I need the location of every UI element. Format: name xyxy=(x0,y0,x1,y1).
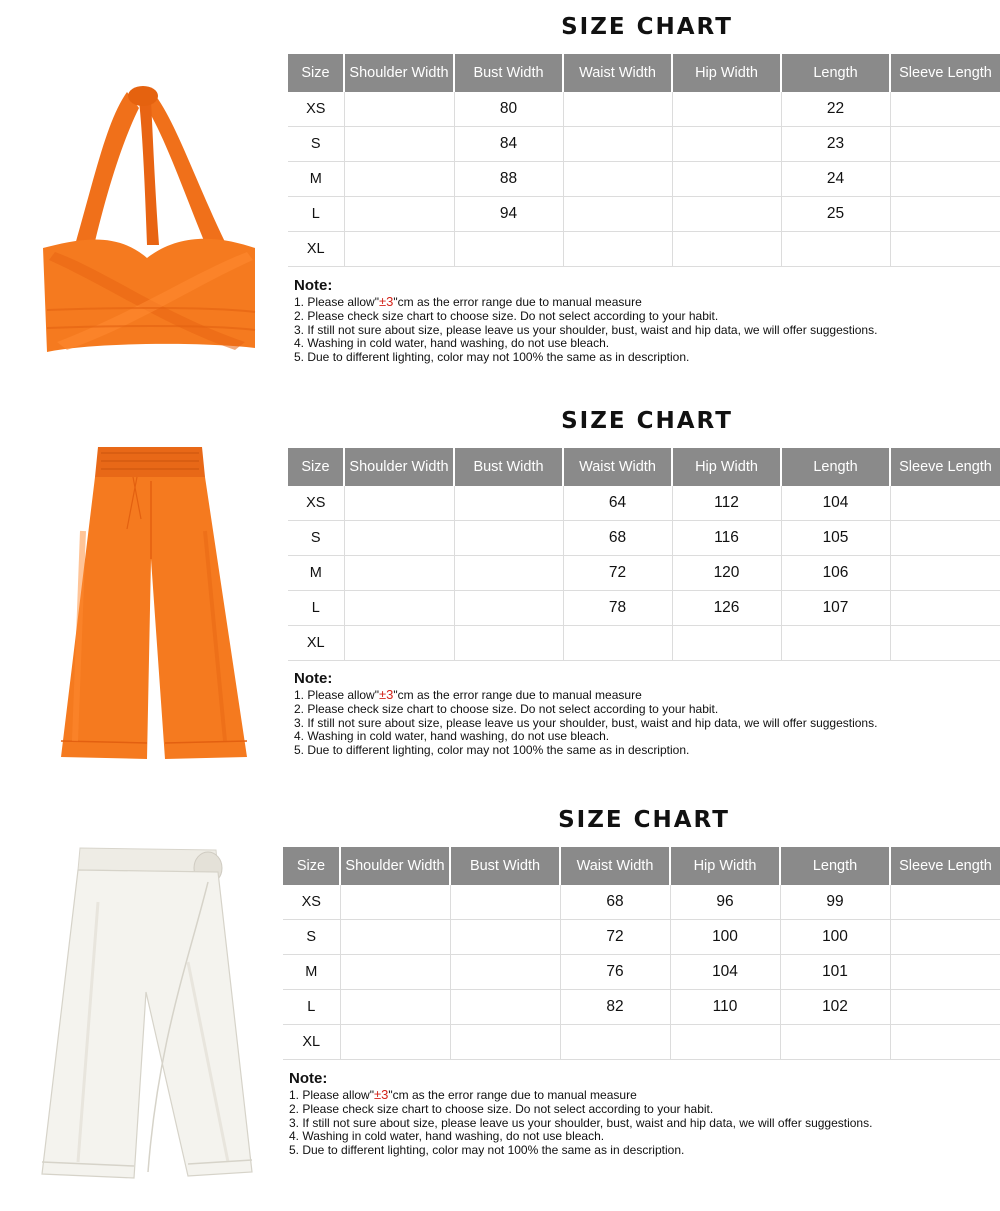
size-cell: L xyxy=(288,197,344,232)
table-row xyxy=(288,162,1000,197)
size-cell: XL xyxy=(283,1025,340,1060)
table-cell xyxy=(450,1025,560,1060)
table-header-row xyxy=(288,448,1000,486)
note-line: 3. If still not sure about size, please leave us your shoulder, bust, waist and hip data, we will offer suggestions. xyxy=(294,322,878,337)
table-cell: 72 xyxy=(560,920,670,955)
table-header-row xyxy=(288,54,1000,92)
table-cell xyxy=(890,232,1000,267)
size-chart-section-2 xyxy=(0,393,1000,788)
size-cell: XL xyxy=(288,626,344,661)
size-cell: M xyxy=(283,955,340,990)
size-notes xyxy=(289,1070,872,1158)
table-cell: 102 xyxy=(780,990,890,1025)
table-cell: 78 xyxy=(563,591,672,626)
table-cell xyxy=(672,626,781,661)
table-cell xyxy=(340,955,450,990)
table-cell xyxy=(670,1025,780,1060)
table-cell xyxy=(344,162,454,197)
table-cell xyxy=(450,990,560,1025)
table-cell xyxy=(890,626,1000,661)
table-cell xyxy=(563,232,672,267)
table-cell: 68 xyxy=(563,521,672,556)
table-cell xyxy=(344,92,454,127)
table-cell xyxy=(890,990,1000,1025)
table-cell: 24 xyxy=(781,162,890,197)
table-cell xyxy=(344,556,454,591)
table-cell xyxy=(563,626,672,661)
header-waist-width: Waist Width xyxy=(560,847,670,885)
table-cell xyxy=(890,162,1000,197)
table-cell: 64 xyxy=(563,486,672,521)
table-cell: 84 xyxy=(454,127,563,162)
note-line: 4. Washing in cold water, hand washing, do not use bleach. xyxy=(294,729,610,744)
table-cell xyxy=(454,591,563,626)
table-cell xyxy=(563,127,672,162)
table-cell: 105 xyxy=(781,521,890,556)
header-bust-width: Bust Width xyxy=(454,448,563,486)
note-line: 2. Please check size chart to choose size. Do not select according to your habit. xyxy=(294,701,719,716)
header-sleeve-length: Sleeve Length xyxy=(890,847,1000,885)
size-cell: XL xyxy=(288,232,344,267)
header-length: Length xyxy=(780,847,890,885)
table-cell: 104 xyxy=(670,955,780,990)
size-cell: XS xyxy=(288,92,344,127)
table-cell xyxy=(890,1025,1000,1060)
header-shoulder-width: Shoulder Width xyxy=(344,448,454,486)
orange-trousers-image xyxy=(55,441,250,761)
white-wrap-trousers-image xyxy=(38,842,258,1187)
header-waist-width: Waist Width xyxy=(563,448,672,486)
table-cell: 110 xyxy=(670,990,780,1025)
table-cell xyxy=(890,920,1000,955)
size-table xyxy=(288,448,1000,661)
note-line: 3. If still not sure about size, please leave us your shoulder, bust, waist and hip data, we will offer suggestions. xyxy=(289,1115,873,1130)
size-cell: S xyxy=(288,127,344,162)
size-table xyxy=(288,54,1000,267)
size-table xyxy=(283,847,1000,1060)
size-cell: M xyxy=(288,556,344,591)
table-cell xyxy=(890,521,1000,556)
table-cell xyxy=(344,197,454,232)
table-cell xyxy=(672,162,781,197)
header-size: Size xyxy=(288,448,344,486)
size-chart-title: SIZE CHART xyxy=(561,408,733,434)
table-cell xyxy=(890,955,1000,990)
table-row xyxy=(288,92,1000,127)
header-size: Size xyxy=(283,847,340,885)
table-cell xyxy=(450,920,560,955)
table-cell xyxy=(781,626,890,661)
header-length: Length xyxy=(781,54,890,92)
note-line: 1. Please allow"±3"cm as the error range due to manual measure xyxy=(294,294,642,309)
table-cell: 72 xyxy=(563,556,672,591)
size-cell: M xyxy=(288,162,344,197)
header-shoulder-width: Shoulder Width xyxy=(344,54,454,92)
size-cell: XS xyxy=(283,885,340,920)
header-bust-width: Bust Width xyxy=(450,847,560,885)
header-sleeve-length: Sleeve Length xyxy=(890,54,1000,92)
table-cell xyxy=(890,591,1000,626)
note-line: 1. Please allow"±3"cm as the error range due to manual measure xyxy=(294,687,642,702)
note-title: Note: xyxy=(289,1070,328,1087)
table-row xyxy=(283,955,1000,990)
table-cell xyxy=(563,92,672,127)
size-chart-section-3 xyxy=(0,792,1000,1187)
note-line: 5. Due to different lighting, color may not 100% the same as in description. xyxy=(289,1143,685,1158)
table-cell: 96 xyxy=(670,885,780,920)
table-cell xyxy=(672,127,781,162)
table-row xyxy=(283,920,1000,955)
table-cell: 100 xyxy=(780,920,890,955)
table-cell xyxy=(890,556,1000,591)
table-cell xyxy=(454,626,563,661)
table-cell xyxy=(344,486,454,521)
table-cell xyxy=(340,920,450,955)
table-cell xyxy=(890,92,1000,127)
table-cell: 76 xyxy=(560,955,670,990)
table-cell xyxy=(890,197,1000,232)
table-cell: 107 xyxy=(781,591,890,626)
table-cell xyxy=(340,885,450,920)
table-cell xyxy=(454,232,563,267)
note-title: Note: xyxy=(294,670,333,687)
size-cell: XS xyxy=(288,486,344,521)
header-shoulder-width: Shoulder Width xyxy=(340,847,450,885)
table-cell: 23 xyxy=(781,127,890,162)
size-cell: L xyxy=(283,990,340,1025)
table-row xyxy=(283,885,1000,920)
table-cell xyxy=(781,232,890,267)
table-row xyxy=(288,486,1000,521)
header-hip-width: Hip Width xyxy=(672,54,781,92)
table-cell: 116 xyxy=(672,521,781,556)
header-waist-width: Waist Width xyxy=(563,54,672,92)
size-cell: S xyxy=(288,521,344,556)
table-row xyxy=(288,127,1000,162)
table-row xyxy=(288,626,1000,661)
table-cell xyxy=(344,591,454,626)
table-cell xyxy=(344,521,454,556)
orange-halter-top-image xyxy=(35,80,265,360)
header-sleeve-length: Sleeve Length xyxy=(890,448,1000,486)
table-cell: 126 xyxy=(672,591,781,626)
table-cell xyxy=(672,92,781,127)
header-hip-width: Hip Width xyxy=(672,448,781,486)
table-cell xyxy=(344,232,454,267)
table-cell xyxy=(454,486,563,521)
table-cell xyxy=(340,990,450,1025)
note-line: 3. If still not sure about size, please leave us your shoulder, bust, waist and hip data, we will offer suggestions. xyxy=(294,715,878,730)
table-cell xyxy=(672,197,781,232)
table-cell xyxy=(890,127,1000,162)
note-line: 1. Please allow"±3"cm as the error range due to manual measure xyxy=(289,1087,637,1102)
header-length: Length xyxy=(781,448,890,486)
table-cell: 22 xyxy=(781,92,890,127)
table-cell xyxy=(344,127,454,162)
table-header-row xyxy=(283,847,1000,885)
table-cell: 68 xyxy=(560,885,670,920)
table-cell xyxy=(340,1025,450,1060)
size-chart-section-1 xyxy=(0,0,1000,395)
table-cell xyxy=(344,626,454,661)
note-line: 2. Please check size chart to choose size. Do not select according to your habit. xyxy=(294,308,719,323)
table-cell: 112 xyxy=(672,486,781,521)
table-cell xyxy=(454,521,563,556)
table-cell xyxy=(780,1025,890,1060)
size-cell: L xyxy=(288,591,344,626)
header-size: Size xyxy=(288,54,344,92)
table-row xyxy=(283,990,1000,1025)
table-cell: 99 xyxy=(780,885,890,920)
size-notes xyxy=(294,670,877,758)
table-cell xyxy=(560,1025,670,1060)
table-cell: 82 xyxy=(560,990,670,1025)
table-cell xyxy=(450,955,560,990)
table-cell xyxy=(890,486,1000,521)
table-cell: 94 xyxy=(454,197,563,232)
header-bust-width: Bust Width xyxy=(454,54,563,92)
table-cell: 88 xyxy=(454,162,563,197)
table-cell: 120 xyxy=(672,556,781,591)
table-cell: 80 xyxy=(454,92,563,127)
size-chart-title: SIZE CHART xyxy=(561,14,733,40)
header-hip-width: Hip Width xyxy=(670,847,780,885)
note-line: 5. Due to different lighting, color may not 100% the same as in description. xyxy=(294,743,690,758)
table-row xyxy=(288,197,1000,232)
table-cell xyxy=(672,232,781,267)
table-cell: 100 xyxy=(670,920,780,955)
table-cell xyxy=(563,162,672,197)
note-line: 4. Washing in cold water, hand washing, do not use bleach. xyxy=(294,336,610,351)
size-chart-title: SIZE CHART xyxy=(558,807,730,833)
table-cell xyxy=(890,885,1000,920)
note-line: 5. Due to different lighting, color may not 100% the same as in description. xyxy=(294,350,690,365)
table-cell xyxy=(450,885,560,920)
note-title: Note: xyxy=(294,277,333,294)
table-cell xyxy=(454,556,563,591)
table-row xyxy=(288,556,1000,591)
table-cell: 104 xyxy=(781,486,890,521)
table-cell: 25 xyxy=(781,197,890,232)
size-cell: S xyxy=(283,920,340,955)
note-line: 4. Washing in cold water, hand washing, do not use bleach. xyxy=(289,1129,605,1144)
note-line: 2. Please check size chart to choose size. Do not select according to your habit. xyxy=(289,1101,714,1116)
table-row xyxy=(288,591,1000,626)
table-row xyxy=(288,232,1000,267)
size-notes xyxy=(294,277,877,365)
table-row xyxy=(288,521,1000,556)
table-cell: 106 xyxy=(781,556,890,591)
table-cell: 101 xyxy=(780,955,890,990)
table-cell xyxy=(563,197,672,232)
table-row xyxy=(283,1025,1000,1060)
